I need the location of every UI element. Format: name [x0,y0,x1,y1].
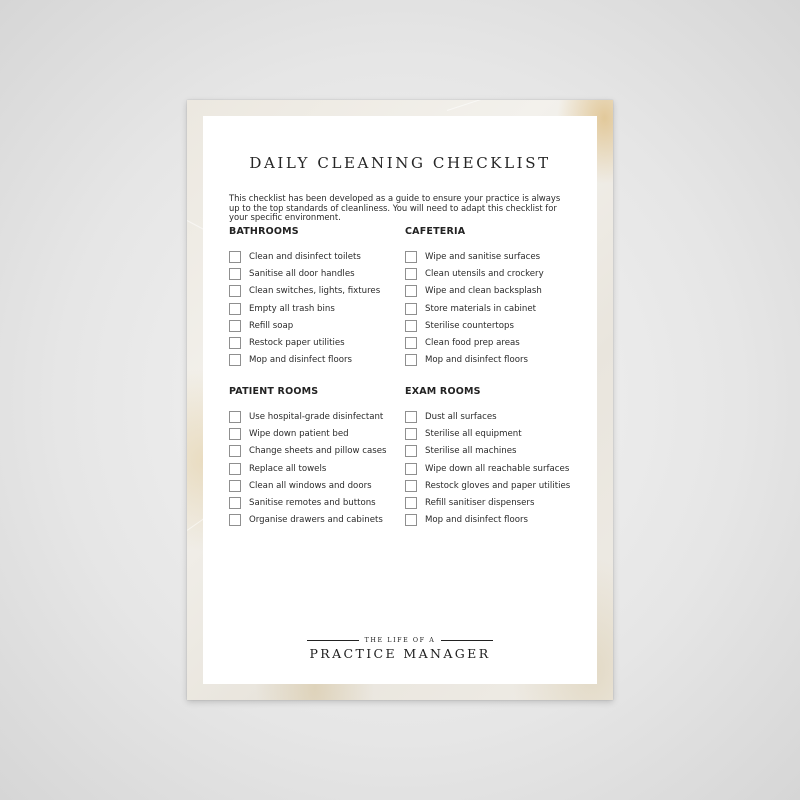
item-label: Restock gloves and paper utilities [425,480,571,491]
item-label: Sterilise all equipment [425,428,522,439]
brand-main-text: PRACTICE MANAGER [309,646,491,661]
checkbox[interactable] [405,463,417,475]
checkbox[interactable] [229,428,241,440]
checkbox[interactable] [405,354,417,366]
list-item [229,512,399,529]
item-label: Refill soap [249,320,294,331]
item-label: Wipe and clean backsplash [425,286,542,297]
brand-logo [203,637,597,661]
list-item [229,408,399,425]
list-item [229,283,399,300]
checkbox[interactable] [229,411,241,423]
checkbox[interactable] [405,497,417,509]
checkbox[interactable] [229,337,241,349]
item-label: Sanitise all door handles [249,268,355,279]
checkbox[interactable] [229,354,241,366]
item-label: Clean switches, lights, fixtures [249,286,381,297]
checkbox[interactable] [229,251,241,263]
checkbox[interactable] [405,268,417,280]
item-label: Use hospital-grade disinfectant [249,411,384,422]
item-label: Clean utensils and crockery [425,268,544,279]
item-label: Wipe and sanitise surfaces [425,251,541,262]
checklist-items [229,408,399,529]
brand-top-row [203,637,597,644]
list-item [405,512,575,529]
list-item [405,460,575,477]
list-item [229,443,399,460]
checkbox[interactable] [405,514,417,526]
checkbox[interactable] [405,251,417,263]
list-item [405,300,575,317]
item-label: Wipe down patient bed [249,428,349,439]
page-title: DAILY CLEANING CHECKLIST [249,154,551,172]
brand-rule-left [307,640,359,642]
checkbox[interactable] [229,463,241,475]
content-panel [203,116,597,684]
checkbox[interactable] [229,285,241,297]
item-label: Mop and disinfect floors [425,355,528,366]
list-item [229,248,399,265]
item-label: Sanitise remotes and buttons [249,498,376,509]
checkbox[interactable] [229,268,241,280]
checkbox[interactable] [229,445,241,457]
section-bathrooms [229,226,399,369]
section-title: PATIENT ROOMS [229,386,319,397]
item-label: Replace all towels [249,463,327,474]
checklist-items [405,248,575,369]
section-title: CAFETERIA [405,226,466,237]
item-label: Sterilise all machines [425,446,517,457]
list-item [229,460,399,477]
checkbox[interactable] [405,285,417,297]
list-item [405,248,575,265]
checkbox[interactable] [229,514,241,526]
item-label: Mop and disinfect floors [249,355,352,366]
checkbox[interactable] [405,445,417,457]
section-title: EXAM ROOMS [405,386,481,397]
list-item [229,425,399,442]
item-label: Mop and disinfect floors [425,515,528,526]
checkbox[interactable] [405,320,417,332]
list-item [229,352,399,369]
checkbox[interactable] [405,411,417,423]
list-item [405,283,575,300]
checkbox[interactable] [405,337,417,349]
item-label: Dust all surfaces [425,411,497,422]
marble-vein [447,100,613,111]
item-label: Clean food prep areas [425,338,520,349]
item-label: Organise drawers and cabinets [249,515,383,526]
checkbox[interactable] [229,303,241,315]
checkbox[interactable] [229,320,241,332]
section-exam-rooms [405,386,575,529]
checkbox[interactable] [405,480,417,492]
item-label: Store materials in cabinet [425,303,537,314]
checklist-items [405,408,575,529]
brand-rule-right [441,640,493,642]
list-item [405,408,575,425]
section-patient-rooms [229,386,399,529]
item-label: Clean all windows and doors [249,480,372,491]
list-item [405,425,575,442]
list-item [405,317,575,334]
list-item [229,317,399,334]
section-title: BATHROOMS [229,226,299,237]
list-item [229,334,399,351]
intro-text: This checklist has been developed as a guide to ensure your practice is always up to the top standards of cleanliness. You will need to adapt this checklist for your specific environment. [229,193,561,222]
brand-top-text: THE LIFE OF A [364,637,436,644]
item-label: Wipe down all reachable surfaces [425,463,570,474]
list-item [229,477,399,494]
checkbox[interactable] [229,480,241,492]
list-item [405,477,575,494]
item-label: Refill sanitiser dispensers [425,498,535,509]
item-label: Sterilise countertops [425,320,514,331]
checkbox[interactable] [405,428,417,440]
item-label: Empty all trash bins [249,303,335,314]
checkbox[interactable] [405,303,417,315]
list-item [405,352,575,369]
list-item [405,494,575,511]
list-item [405,265,575,282]
list-item [229,265,399,282]
item-label: Restock paper utilities [249,338,345,349]
checkbox[interactable] [229,497,241,509]
list-item [229,300,399,317]
list-item [405,334,575,351]
item-label: Change sheets and pillow cases [249,446,387,457]
section-cafeteria [405,226,575,369]
checklist-items [229,248,399,369]
list-item [405,443,575,460]
list-item [229,494,399,511]
checklist-sheet [187,100,613,700]
item-label: Clean and disinfect toilets [249,251,361,262]
